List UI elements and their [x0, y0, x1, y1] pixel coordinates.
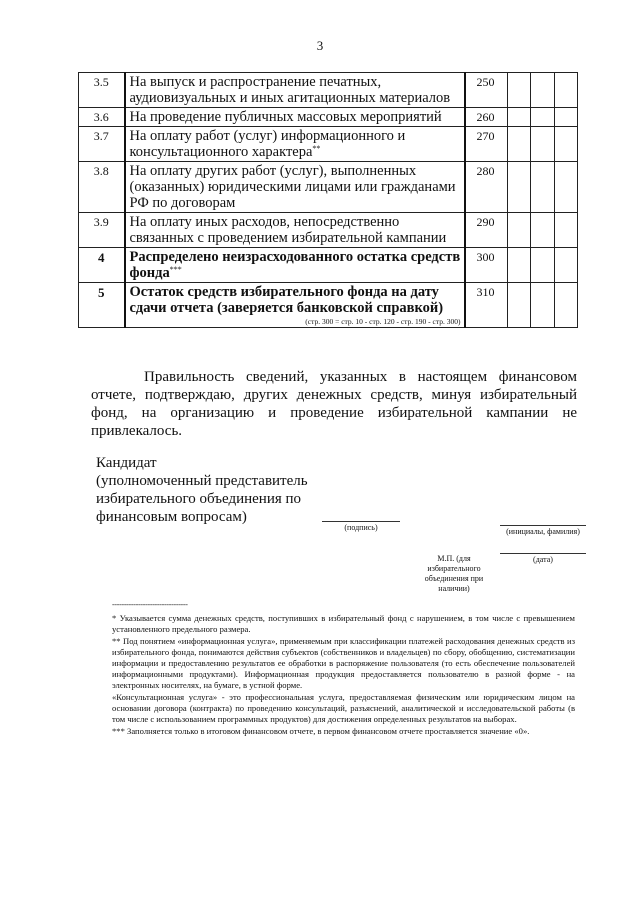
amount-cell	[555, 127, 578, 162]
date-line	[500, 553, 586, 554]
amount-cell	[555, 108, 578, 127]
amount-cell	[555, 283, 578, 328]
row-description-cell	[125, 73, 465, 108]
signature-line	[322, 521, 400, 522]
amount-cell	[555, 248, 578, 283]
row-description-cell	[125, 127, 465, 162]
amount-cell	[555, 73, 578, 108]
amount-cell	[531, 283, 555, 328]
amount-cell	[508, 248, 531, 283]
table-row	[79, 108, 578, 127]
footnote-item: *** Заполняется только в итоговом финансовом отчете, в первом финансовом отчете проставляется значение «0».	[112, 726, 530, 736]
row-number: 3.8	[79, 162, 125, 213]
row-code: 310	[465, 283, 508, 328]
footnotes	[112, 613, 575, 738]
row-code: 300	[465, 248, 508, 283]
table-row	[79, 213, 578, 248]
row-code: 290	[465, 213, 508, 248]
row-number: 4	[79, 248, 125, 283]
table-row	[79, 162, 578, 213]
amount-cell	[508, 108, 531, 127]
row-description-cell	[125, 108, 465, 127]
amount-cell	[555, 162, 578, 213]
amount-cell	[508, 213, 531, 248]
row-description: На проведение публичных массовых мероприятий	[129, 109, 442, 125]
amount-cell	[531, 248, 555, 283]
row-description: На оплату других работ (услуг), выполненных (оказанных) юридическими лицами или гражданами РФ по договорам	[129, 163, 456, 211]
name-line	[500, 525, 586, 526]
row-description-cell	[125, 213, 465, 248]
amount-cell	[508, 73, 531, 108]
table-row	[79, 127, 578, 162]
row-code: 280	[465, 162, 508, 213]
table-row	[79, 248, 578, 283]
amount-cell	[508, 127, 531, 162]
footnote-item: «Консультационная услуга» - это профессиональная услуга, предоставляемая физическим или юридическим лицом на основании договора (контракта) по проведению консультаций, разъяснений, аналитической и исследовательской работы (в том числе с использованием программных продуктов) для достижения определенных результатов на выборах.	[112, 692, 575, 724]
row-number: 3.9	[79, 213, 125, 248]
row-formula: (стр. 300 = стр. 10 - стр. 120 - стр. 190 - стр. 300)	[305, 317, 461, 326]
row-code: 250	[465, 73, 508, 108]
amount-cell	[531, 73, 555, 108]
row-number: 3.7	[79, 127, 125, 162]
row-description: На выпуск и распространение печатных, аудиовизуальных и иных агитационных материалов	[129, 74, 451, 106]
financial-table	[78, 72, 578, 328]
row-code: 260	[465, 108, 508, 127]
signature-caption: (подпись)	[344, 523, 378, 532]
amount-cell	[531, 127, 555, 162]
table-row	[79, 283, 578, 328]
table-row	[79, 73, 578, 108]
row-description-cell	[125, 283, 465, 328]
footnote-item: ** Под понятием «информационная услуга», применяемым при классификации платежей расходования денежных средств из избирательного фонда, понимаются действия субъектов (собственников и владельцев) по сбору, обобщению, систематизации информации и предоставлению результатов ее обработки в распоряжение пользователя (то есть обеспечение пользователей информационными продуктами). Информационная продукция предоставляется пользователю в разной форме - на электронных носителях, на бумаге, в устной форме.	[112, 636, 575, 690]
page-number: 3	[316, 38, 324, 53]
footnote-divider: --------------------------------	[112, 600, 188, 609]
row-description-cell	[125, 248, 465, 283]
amount-cell	[531, 108, 555, 127]
row-number: 3.6	[79, 108, 125, 127]
row-code: 270	[465, 127, 508, 162]
amount-cell	[508, 283, 531, 328]
row-description: Распределено неизрасходованного остатка средств фонда	[129, 249, 461, 281]
amount-cell	[531, 213, 555, 248]
footnote-marker: **	[312, 144, 321, 153]
stamp-caption: М.П. (для избирательного объединения при наличии)	[424, 554, 484, 593]
row-description: Остаток средств избирательного фонда на дату сдачи отчета (заверяется банковской справкой)	[129, 284, 444, 316]
date-caption: (дата)	[533, 555, 553, 564]
candidate-line: Кандидат	[96, 455, 157, 471]
amount-cell	[555, 213, 578, 248]
name-caption: (инициалы, фамилия)	[506, 527, 580, 536]
row-description-cell	[125, 162, 465, 213]
row-description: На оплату иных расходов, непосредственно связанных с проведением избирательной кампании	[129, 214, 447, 246]
candidate-block	[96, 454, 308, 526]
confirmation-statement: Правильность сведений, указанных в настоящем финансовом отчете, подтверждаю, других денежных средств, минуя избирательный фонд, на организацию и проведение избирательной кампании не привлекалось.	[91, 369, 577, 439]
amount-cell	[508, 162, 531, 213]
candidate-line: финансовым вопросам)	[96, 509, 247, 525]
row-number: 5	[79, 283, 125, 328]
footnote-item: * Указывается сумма денежных средств, поступивших в избирательный фонд с нарушением, в том числе с превышением установленного предельного размера.	[112, 613, 575, 634]
row-description: На оплату работ (услуг) информационного и консультационного характера	[129, 128, 406, 160]
footnote-marker: ***	[169, 265, 182, 274]
candidate-line: (уполномоченный представитель	[96, 473, 308, 489]
amount-cell	[531, 162, 555, 213]
candidate-line: избирательного объединения по	[96, 491, 302, 507]
row-number: 3.5	[79, 73, 125, 108]
